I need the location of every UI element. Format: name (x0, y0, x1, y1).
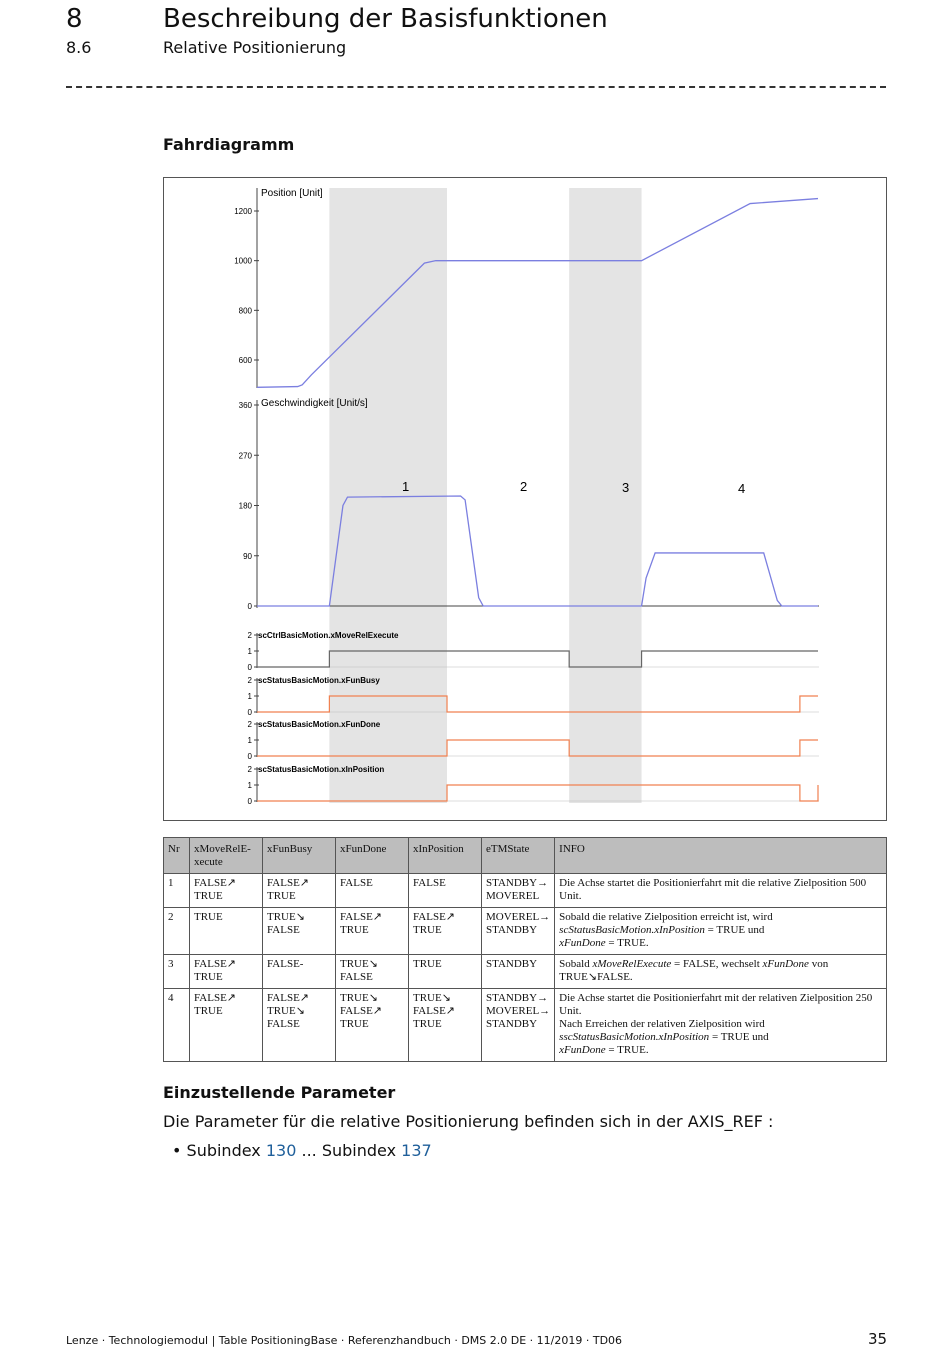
signal-3-tick-label-0: 0 (247, 752, 252, 761)
cell-done: TRUE↘ FALSE↗ TRUE (336, 989, 409, 1062)
cell-nr: 3 (164, 955, 190, 989)
cell-busy: FALSE↗ TRUE (263, 874, 336, 908)
col-header-execute: xMoveRelE- xecute (190, 838, 263, 874)
cell-inposition: TRUE↘ FALSE↗ TRUE (409, 989, 482, 1062)
shaded-phase-2 (569, 188, 641, 803)
chapter-number: 8 (66, 4, 83, 34)
header-divider (66, 86, 886, 88)
cell-inposition: FALSE↗ TRUE (409, 908, 482, 955)
table-row (164, 908, 887, 955)
velocity-tick-label-270: 270 (238, 451, 252, 461)
bullet-icon: • (172, 1141, 187, 1160)
position-tick-label-1000: 1000 (234, 256, 252, 266)
signal-1-tick-label-2: 2 (247, 631, 252, 640)
signal-4-tick-label-2: 2 (247, 765, 252, 774)
signal-label-done: scStatusBasicMotion.xFunDone (258, 720, 381, 729)
state-table (163, 837, 887, 1062)
table-row (164, 955, 887, 989)
position-tick-label-600: 600 (238, 356, 252, 365)
cell-busy: TRUE↘ FALSE (263, 908, 336, 955)
cell-info: Die Achse startet die Positionierfahrt mit die relative Zielposition 500 Unit. (555, 874, 887, 908)
cell-info: Die Achse startet die Positionierfahrt mit der relativen Zielposition 250 Unit. Nach Erreichen der relativen Zielposition wird sscStatusBasicMotion.xInPosition = TRUE und xFunDone = TRUE. (555, 989, 887, 1062)
velocity-tick-label-0: 0 (247, 602, 252, 611)
signal-2-tick-label-1: 1 (247, 692, 252, 701)
col-header-nr: Nr (164, 838, 190, 874)
cell-execute: FALSE↗ TRUE (190, 955, 263, 989)
signal-1-tick-label-1: 1 (247, 647, 252, 656)
velocity-tick-label-180: 180 (238, 501, 252, 511)
phase-label-2: 2 (520, 479, 528, 494)
cell-done: TRUE↘ FALSE (336, 955, 409, 989)
footer-text: Lenze · Technologiemodul | Table PositioningBase · Referenzhandbuch · DMS 2.0 DE · 11/2019 · TD06 (66, 1334, 623, 1347)
position-tick-label-800: 800 (238, 306, 252, 316)
signal-1-tick-label-0: 0 (247, 663, 252, 672)
signal-4-tick-label-0: 0 (247, 797, 252, 806)
cell-nr: 2 (164, 908, 190, 955)
position-tick-label-1200: 1200 (234, 207, 252, 216)
signal-4-tick-label-1: 1 (247, 781, 252, 790)
cell-nr: 1 (164, 874, 190, 908)
velocity-tick-label-90: 90 (243, 551, 252, 561)
params-heading: Einzustellende Parameter (163, 1083, 396, 1102)
cell-nr: 4 (164, 989, 190, 1062)
col-header-done: xFunDone (336, 838, 409, 874)
signal-2-tick-label-0: 0 (247, 708, 252, 717)
cell-execute: FALSE↗ TRUE (190, 874, 263, 908)
motion-diagram (163, 177, 887, 821)
velocity-tick-label-360: 360 (238, 401, 252, 410)
bullet-prefix: Subindex (186, 1141, 266, 1160)
motion-diagram-svg (164, 178, 886, 820)
table-row (164, 989, 887, 1062)
cell-state: STANDBY→ MOVEREL→ STANDBY (482, 989, 555, 1062)
cell-done: FALSE (336, 874, 409, 908)
params-text: Die Parameter für die relative Positionierung befinden sich in der AXIS_REF : (163, 1112, 774, 1131)
cell-inposition: FALSE (409, 874, 482, 908)
phase-label-3: 3 (622, 480, 630, 495)
cell-info: Sobald xMoveRelExecute = FALSE, wechselt xFunDone von TRUE↘FALSE. (555, 955, 887, 989)
params-bullet (172, 1141, 432, 1160)
table-header-row (164, 838, 887, 874)
signal-3-tick-label-1: 1 (247, 736, 252, 745)
cell-done: FALSE↗ TRUE (336, 908, 409, 955)
col-header-busy: xFunBusy (263, 838, 336, 874)
table-row (164, 874, 887, 908)
cell-busy: FALSE- (263, 955, 336, 989)
page-number: 35 (868, 1330, 888, 1348)
position-axis-label: Position [Unit] (261, 188, 323, 199)
col-header-state: eTMState (482, 838, 555, 874)
signal-label-busy: scStatusBasicMotion.xFunBusy (258, 676, 380, 685)
section-title: Relative Positionierung (163, 38, 347, 57)
cell-execute: FALSE↗ TRUE (190, 989, 263, 1062)
cell-execute: TRUE (190, 908, 263, 955)
section-number: 8.6 (66, 38, 92, 57)
cell-info: Sobald die relative Zielposition erreicht ist, wird scStatusBasicMotion.xInPosition = TRUE und xFunDone = TRUE. (555, 908, 887, 955)
figure-heading: Fahrdiagramm (163, 135, 295, 154)
signal-label-execute: scCtrlBasicMotion.xMoveRelExecute (258, 631, 399, 640)
col-header-info: INFO (555, 838, 887, 874)
bullet-middle: ... Subindex (296, 1141, 402, 1160)
subindex-130-link[interactable]: 130 (265, 1141, 297, 1160)
subindex-137-link[interactable]: 137 (401, 1141, 432, 1160)
signal-3-tick-label-2: 2 (247, 720, 252, 729)
cell-inposition: TRUE (409, 955, 482, 989)
cell-busy: FALSE↗ TRUE↘ FALSE (263, 989, 336, 1062)
signal-2-tick-label-2: 2 (247, 676, 252, 685)
velocity-axis-label: Geschwindigkeit [Unit/s] (261, 398, 368, 409)
cell-state: MOVEREL→ STANDBY (482, 908, 555, 955)
shaded-phase-1 (329, 188, 447, 803)
cell-state: STANDBY→ MOVEREL (482, 874, 555, 908)
phase-label-4: 4 (738, 481, 746, 496)
phase-label-1: 1 (402, 479, 410, 494)
col-header-inposition: xInPosition (409, 838, 482, 874)
chapter-title: Beschreibung der Basisfunktionen (163, 4, 608, 34)
cell-state: STANDBY (482, 955, 555, 989)
signal-label-inposition: scStatusBasicMotion.xInPosition (258, 765, 385, 774)
